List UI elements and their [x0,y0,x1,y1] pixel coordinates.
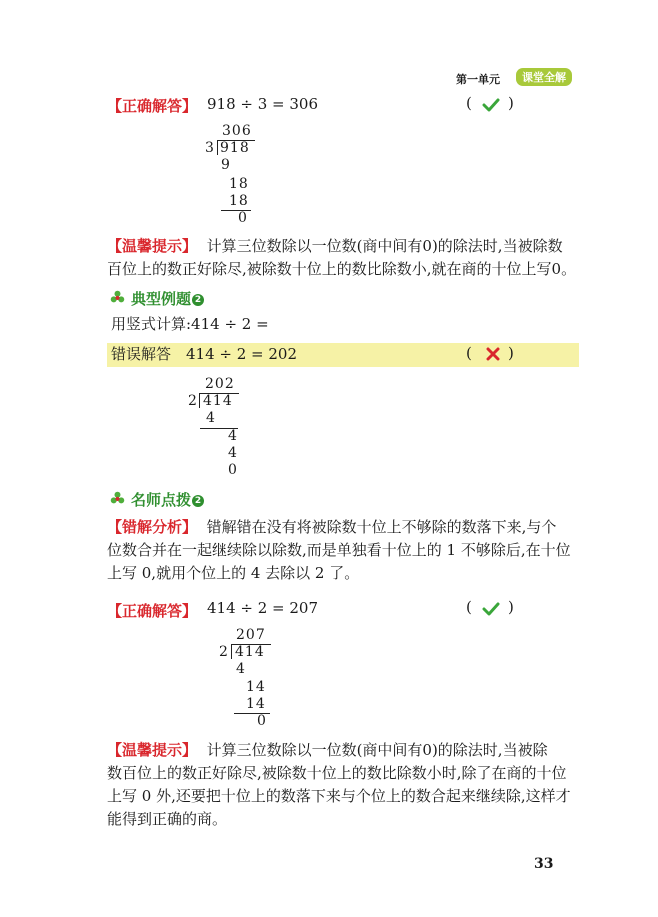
dividend: 414 [203,393,233,409]
error-analysis [107,516,587,585]
remainder: 0 [228,462,238,478]
judge-open: ( [466,94,472,112]
judge-close-2: ) [508,344,514,362]
analysis-line-3: 上写 0,就用个位上的 4 去除以 2 了。 [107,564,360,582]
correct-answer-tag: 【正确解答】 [107,97,198,115]
step-2: 18 [229,176,249,192]
remainder: 0 [257,713,267,729]
tip-tag-2: 【温馨提示】 [107,741,198,759]
judge-close: ) [508,94,514,112]
tip-tag: 【温馨提示】 [107,237,198,255]
division-bracket [217,140,218,155]
example-title [131,288,204,309]
example-question: 用竖式计算:414 ÷ 2 = [111,315,269,333]
check-icon [482,602,500,616]
step-3: 14 [246,696,266,712]
quotient: 306 [222,123,252,139]
tip-line-2: 百位上的数正好除尽,被除数十位上的数比除数小,就在商的十位上写0。 [107,260,577,278]
judge-close-3: ) [508,598,514,616]
step-3: 4 [228,445,238,461]
divisor: 2 [188,393,198,409]
wrong-equation: 414 ÷ 2 = 202 [186,345,298,363]
step-1: 4 [206,410,216,426]
tip2-line-3: 上写 0 外,还要把十位上的数落下来与个位上的数合起来继续除,这样才 [107,787,571,805]
division-bracket [199,393,200,408]
equation-414: 414 ÷ 2 = 207 [207,599,319,617]
remainder: 0 [238,210,248,226]
analysis-tag: 【错解分析】 [107,518,198,536]
step-1: 9 [221,157,231,173]
quotient: 202 [205,376,235,392]
header-badge: 课堂全解 [516,68,572,86]
teacher-num: 2 [192,495,204,507]
example-title-text: 典型例题 [131,290,192,308]
step-3: 18 [229,193,249,209]
tip2-line-4: 能得到正确的商。 [107,810,228,828]
example-num: 2 [192,294,204,306]
divisor: 2 [219,644,229,660]
judge-open-2: ( [466,344,472,362]
division-bracket [231,644,232,659]
analysis-line-1: 错解错在没有将被除数十位上不够除的数落下来,与个 [206,518,557,536]
step-1: 4 [236,661,246,677]
teacher-title-text: 名师点拨 [131,491,192,509]
check-icon [482,98,500,112]
divisor: 3 [205,140,215,156]
wrong-answer-tag: 错误解答 [111,345,172,363]
cross-icon [484,347,502,361]
tip2-line-2: 数百位上的数正好除尽,被除数十位上的数比除数小时,除了在商的十位 [107,764,567,782]
step-2: 14 [246,679,266,695]
tip-line-1: 计算三位数除以一位数(商中间有0)的除法时,当被除数 [206,237,563,255]
step-2: 4 [228,428,238,444]
correct-answer-tag-2: 【正确解答】 [107,602,198,620]
tip-2 [107,739,587,831]
equation-918: 918 ÷ 3 = 306 [207,95,319,113]
analysis-line-2: 位数合并在一起继续除以除数,而是单独看十位上的 1 不够除后,在十位 [107,541,571,559]
dividend: 414 [235,644,265,660]
flower-icon [110,491,125,506]
header-unit: 第一单元 [456,73,500,86]
tip-1 [107,235,587,281]
tip2-line-1: 计算三位数除以一位数(商中间有0)的除法时,当被除 [206,741,548,759]
flower-icon [110,290,125,305]
quotient: 207 [236,627,266,643]
teacher-title [131,489,204,510]
page-number: 33 [534,856,554,872]
judge-open-3: ( [466,598,472,616]
dividend: 918 [220,140,250,156]
